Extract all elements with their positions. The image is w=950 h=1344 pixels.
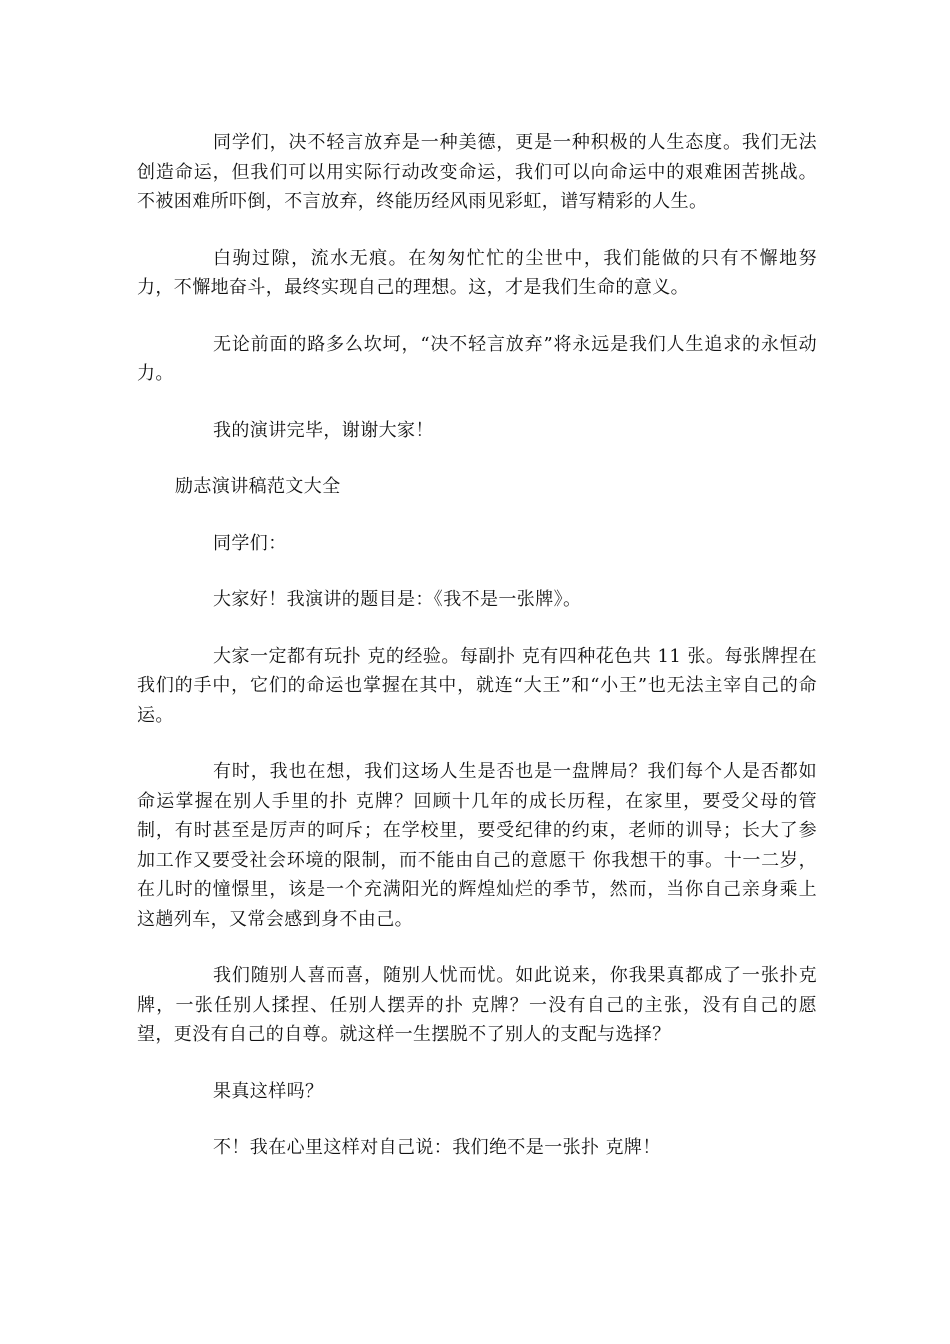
paragraph-motivation: 无论前面的路多么坎坷，“决不轻言放弃”将永远是我们人生追求的永恒动力。 xyxy=(137,333,817,384)
paragraph-topic: 大家好！我演讲的题目是：《我不是一张牌》。 xyxy=(213,589,582,610)
paragraph-greeting: 同学们： xyxy=(213,532,287,554)
paragraph-cards: 大家一定都有玩扑 克的经验。每副扑 克有四种花色共 11 张。每张牌捏在我们的手中，它们的命运也掌握在其中，就连“大王”和“小王”也无法主宰自己的命运。 xyxy=(137,645,817,726)
paragraph-thanks: 我的演讲完毕，谢谢大家！ xyxy=(213,419,434,441)
paragraph-time: 白驹过隙，流水无痕。在匆匆忙忙的尘世中，我们能做的只有不懈地努力，不懈地奋斗，最终实现自己的理想。这，才是我们生命的意义。 xyxy=(137,247,817,298)
document-body xyxy=(137,128,817,1163)
paragraph-life-game: 有时，我也在想，我们这场人生是否也是一盘牌局？我们每个人是否都如命运掌握在别人手里的扑 克牌？回顾十几年的成长历程，在家里，要受父母的管制，有时甚至是厉声的呵斥；在学校里，要受纪律的约束，老师的训导；长大了参加工作又要受社会环境的限制，而不能由自己的意愿干 你我想干的事。十一二岁，在儿时的憧憬里，该是一个充满阳光的辉煌灿烂的季节，然而，当你自己亲身乘上这趟列车，又常会感到身不由己。 xyxy=(137,761,817,930)
paragraph-others: 我们随别人喜而喜，随别人忧而忧。如此说来，你我果真都成了一张扑克牌，一张任别人揉捏、任别人摆弄的扑 克牌？一没有自己的主张，没有自己的愿望，更没有自己的自尊。就这样一生摆脱不了别人的支配与选择？ xyxy=(137,965,817,1045)
paragraph-conclusion: 同学们，决不轻言放弃是一种美德，更是一种积极的人生态度。我们无法创造命运，但我们可以用实际行动改变命运，我们可以向命运中的艰难困苦挑战。不被困难所吓倒，不言放弃，终能历经风雨见彩虹，谱写精彩的人生。 xyxy=(137,132,817,212)
paragraph-answer: 不！我在心里这样对自己说：我们绝不是一张扑 克牌！ xyxy=(213,1137,661,1158)
section-title: 励志演讲稿范文大全 xyxy=(175,476,341,497)
paragraph-question: 果真这样吗？ xyxy=(213,1080,324,1102)
